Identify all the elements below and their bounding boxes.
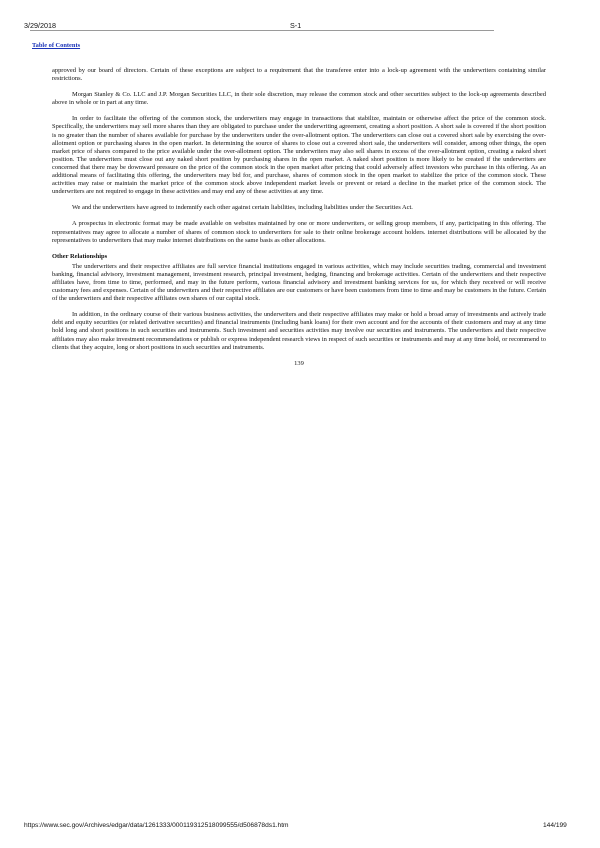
document-body [52, 67, 546, 368]
paragraph-electronic-prospectus: A prospectus in electronic format may be made available on websites maintained by one or more underwriters, or selling group members, if any, participating in this offering. The representatives may agree to allocate a number of shares of common stock to underwriters for sale to their online brokerage account holders. internet distributions will be allocated by the representatives to underwriters that may make internet distributions on the same basis as other allocations. [52, 220, 546, 244]
section-heading-other-relationships: Other Relationships [52, 252, 108, 260]
paragraph-lockup-release: Morgan Stanley & Co. LLC and J.P. Morgan Securities LLC, in their sole discretion, may release the common stock and other securities subject to the lock-up agreements described above in whole or in part at any time. [52, 91, 546, 107]
print-date: 3/29/2018 [24, 21, 56, 30]
print-title: S-1 [290, 21, 302, 30]
paragraph-stabilization: In order to facilitate the offering of the common stock, the underwriters may engage in transactions that stabilize, maintain or otherwise affect the price of the common stock. Specifically, the underwriters may sell more shares than they are obligated to purchase under the underwriting agreement, creating a short position. A short sale is covered if the short position is no greater than the number of shares available for purchase by the underwriters under the over-allotment option. The underwriters can close out a covered short sale by exercising the over-allotment option or purchasing shares in the open market. In determining the source of shares to close out a covered short sale, the underwriters will consider, among other things, the open market price of shares compared to the price available under the over-allotment option. The underwriters may also sell shares in excess of the over-allotment option, creating a naked short position. The underwriters must close out any naked short position by purchasing shares in the open market. A naked short position is more likely to be created if the underwriters are concerned that there may be downward pressure on the price of the common stock in the open market after pricing that could adversely affect investors who purchase in this offering. As an additional means of facilitating this offering, the underwriters may bid for, and purchase, shares of common stock in the open market to stabilize the price of the common stock. These activities may raise or maintain the market price of the common stock above independent market levels or prevent or retard a decline in the market price of the common stock. The underwriters are not required to engage in these activities and may end any of these activities at any time. [52, 115, 546, 196]
paragraph-investments: In addition, in the ordinary course of their various business activities, the underwriters and their respective affiliates may make or hold a broad array of investments and actively trade debt and equity securities (or related derivative securities) and financial instruments (including bank loans) for their own account and for the accounts of their customers and may at any time hold long and short positions in such securities and instruments. Such investment and securities activities may involve our securities and instruments. The underwriters and their respective affiliates may also make investment recommendations or publish or express independent research views in respect of such securities or instruments and may at any time hold, or recommend to clients that they acquire, long or short positions in such securities and instruments. [52, 311, 546, 351]
header-divider [30, 30, 494, 31]
print-url: https://www.sec.gov/Archives/edgar/data/1261333/000119312518099555/d506878ds1.htm [24, 822, 289, 829]
print-page-count: 144/199 [543, 822, 567, 829]
table-of-contents-link[interactable]: Table of Contents [32, 42, 81, 49]
paragraph-indemnification: We and the underwriters have agreed to indemnify each other against certain liabilities, including liabilities under the Securities Act. [72, 204, 413, 212]
paragraph-affiliates: The underwriters and their respective affiliates are full service financial institutions engaged in various activities, which may include securities trading, commercial and investment banking, financial advisory, investment management, investment research, principal investment, hedging, financing and brokerage activities. Certain of the underwriters and their respective affiliates have, from time to time, performed, and may in the future perform, various financial advisory and investment banking services for us, for which they received or will receive customary fees and expenses. Certain of the underwriters and their respective affiliates are our customers or have been customers from time to time and may be customers in the future. Certain of the underwriters and their respective affiliates own shares of our capital stock. [52, 262, 546, 303]
page-number: 139 [294, 359, 304, 367]
paragraph-continuation: approved by our board of directors. Certain of these exceptions are subject to a requirement that the transferee enter into a lock-up agreement with the underwriters containing similar restrictions. [52, 67, 546, 83]
